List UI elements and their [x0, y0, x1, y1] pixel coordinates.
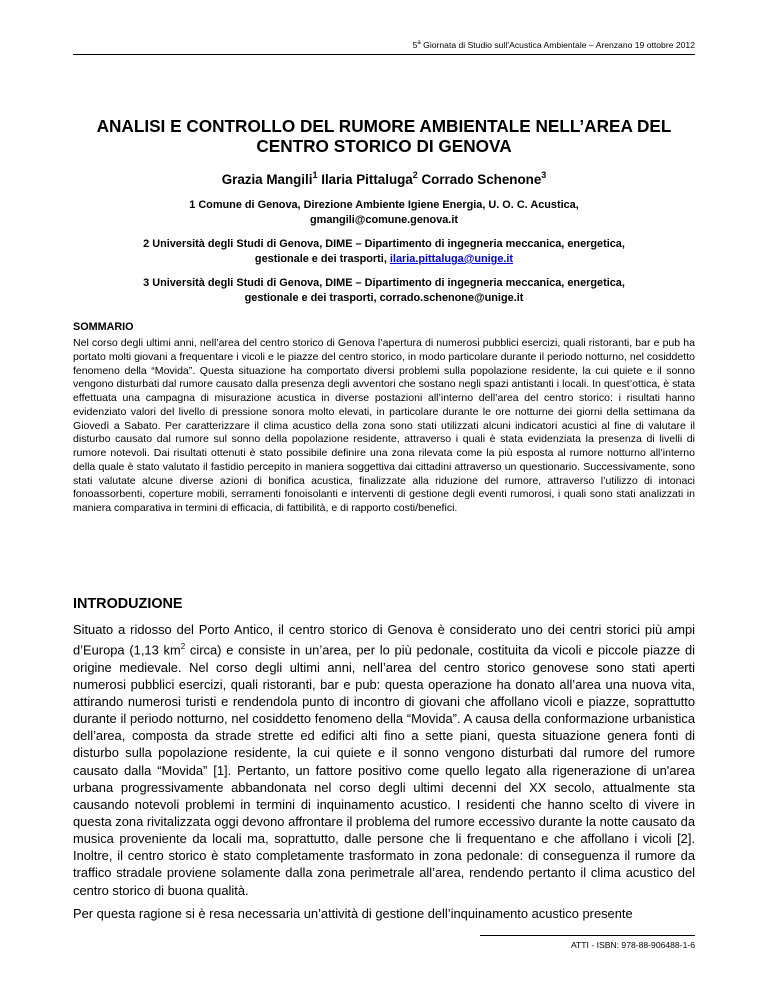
header-rule — [73, 54, 695, 55]
header-ordinal: 5 — [412, 40, 418, 50]
paragraph — [73, 621, 695, 899]
abstract-text: Nel corso degli ultimi anni, nell’area del centro storico di Genova l’apertura di numerosi pubblici esercizi, quali ristoranti, bar e pub ha portato molti giovani a frequentare i vicoli e le piazze del centro storico, in modo particolare durante il periodo notturno, nel cosiddetto fenomeno della “Movida”. Questa situazione ha comportato diversi problemi sulla popolazione residente, la cui quiete e il sonno vengono disturbati dal rumore causato dalla presenza degli avventori che sostano negli spazi antistanti i locali. In quest’ottica, è stata effettuata una campagna di misurazione acustica in diverse postazioni all’interno dell’area del centro storico: i risultati hanno evidenziato valori del livello di pressione sonora molto elevati, in particolare durante le ore notturne dei giorni della settimana da Giovedì a Sabato. Per caratterizzare il clima acustico della zona sono stati utilizzati alcuni indicatori acustici al fine di valutare il disturbo causato dal rumore sul sonno della popolazione residente, attraverso i quali è stata evidenziata la presenza di livelli di rumore notevoli. Dai risultati ottenuti è stato possibile definire una zona rilevata come la più esposta al rumore notturno all’interno della quale è stato valutato il fastidio percepito in maniera soggettiva dai cittadini attraverso un questionario. Successivamente, sono stati valutate alcune diverse azioni di bonifica acustica, finalizzate alla riduzione del rumore, attraverso l’utilizzo di intonaci fonoassorbenti, coperture mobili, serramenti fonoisolanti e interventi di gestione degli eventi rumorosi, i quali sono stati analizzati in maniera comparativa in termini di efficacia, di fattibilità, e di rapporto costi/benefici. — [73, 337, 695, 514]
author-affil-ref: 3 — [541, 170, 547, 180]
paragraph-text: circa) e consiste in un’area, per lo più pedonale, costituita da vicoli e piccole piazze di origine medievale. Nel corso degli ultimi anni, nell’area del centro storico genovese sono stati aperti numerosi pubblici esercizi, quali ristoranti, bar e pub: questa operazione ha donato all’area una nuova vita, attirando numerosi turisti e rendendola punto di incontro di giovani che affollano vicoli e piazze, soprattutto durante il periodo notturno, nel cosiddetto fenomeno della “Movida”. A causa della conformazione urbanistica dell’area, composta da strade strette ed edifici alti fino a sette piani, questa situazione genera fonti di disturbo sulla popolazione residente, la cui quiete e il sonno vengono disturbati dal rumore del rumore causato dalla “Movida” [1]. Pertanto, un fattore positivo come quello legato alla rigenerazione di un'area urbana progressivamente abbandonata nel corso degli ultimi decenni del XX secolo, attualmente sta causando notevoli problemi in termini di inquinamento acustico. I residenti che hanno scelto di vivere in questa zona rivitalizzata oggi devono affrontare il problema del rumore eccessivo durante la notte causato da musica proveniente da locali ma, soprattutto, dalle persone che li frequentano e che affollano i vicoli [2]. Inoltre, il centro storico è stato completamente trasformato in zona pedonale: di conseguenza il rumore da traffico stradale proviene solamente dalla zona perimetrale all’area, rendendo pertanto il clima acustico del centro storico di buona qualità. — [73, 642, 695, 898]
title-line-1: ANALISI E CONTROLLO DEL RUMORE AMBIENTALE NELL’AREA DEL — [96, 116, 672, 136]
paper-title — [80, 116, 688, 156]
header-event: Giornata di Studio sull’Acustica Ambientale – Arenzano 19 ottobre 2012 — [420, 40, 695, 50]
title-line-2: CENTRO STORICO DI GENOVA — [256, 136, 512, 156]
running-header — [413, 40, 695, 50]
affiliation-email: gmangili@comune.genova.it — [310, 214, 458, 226]
author-name: Corrado Schenone — [421, 172, 542, 187]
header-ordinal-sup: a — [417, 40, 421, 47]
author-list — [80, 170, 688, 187]
email-link[interactable]: ilaria.pittaluga@unige.it — [389, 253, 514, 265]
author-affil-ref: 2 — [412, 170, 418, 180]
paragraph-text: Situato a ridosso del Porto Antico, il centro storico di Genova è considerato uno dei centri storici più ampi d’Europa (1,13 km — [73, 622, 695, 658]
footer-rule — [480, 935, 695, 936]
affiliation-line: 2 Università degli Studi di Genova, DIME – Dipartimento di ingegneria meccanica, energetica, — [143, 238, 625, 250]
abstract-heading: SOMMARIO — [73, 321, 134, 333]
affiliation-line: 1 Comune di Genova, Direzione Ambiente Igiene Energia, U. O. C. Acustica, — [189, 199, 579, 211]
affiliation-3 — [84, 276, 684, 306]
author-name: Grazia Mangili — [221, 172, 313, 187]
footer-isbn: ATTI - ISBN: 978-88-906488-1-6 — [570, 940, 695, 950]
affiliation-1 — [84, 198, 684, 228]
affiliation-email: gestionale e dei trasporti, corrado.schenone@unige.it — [244, 292, 524, 304]
paragraph: Per questa ragione si è resa necessaria un’attività di gestione dell’inquinamento acustico presente — [73, 905, 633, 921]
affiliation-line: 3 Università degli Studi di Genova, DIME – Dipartimento di ingegneria meccanica, energetica, — [143, 277, 625, 289]
affiliation-2 — [84, 237, 684, 267]
author-affil-ref: 1 — [312, 170, 318, 180]
introduction-heading: INTRODUZIONE — [73, 596, 183, 612]
superscript: 2 — [180, 642, 186, 652]
introduction-body — [73, 621, 695, 922]
affiliation-line: gestionale e dei trasporti, — [254, 253, 390, 265]
author-name: Ilaria Pittaluga — [321, 172, 413, 187]
